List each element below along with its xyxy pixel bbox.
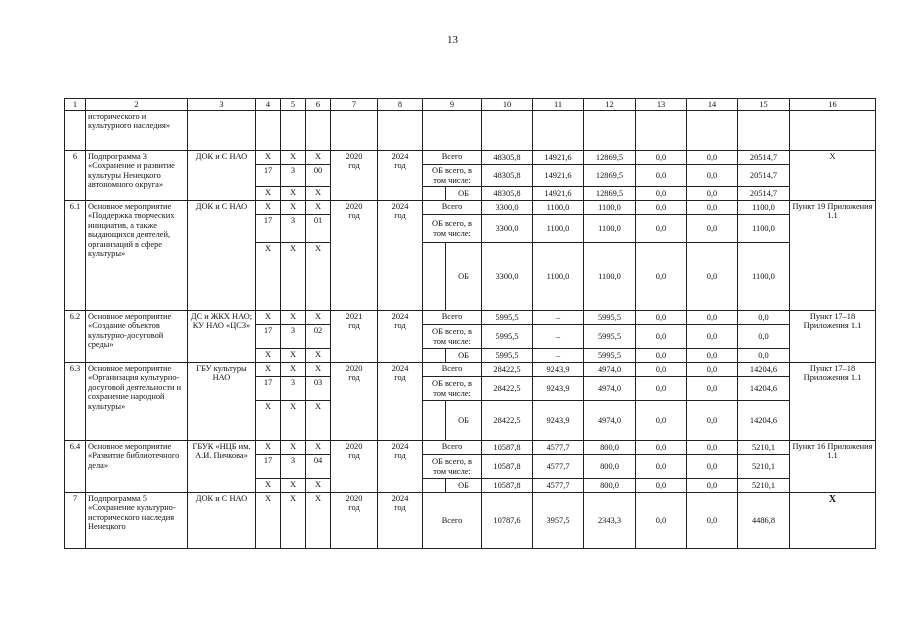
- source-total: Всего: [423, 311, 482, 325]
- value-ob-total: 0,0: [636, 455, 687, 479]
- code-value: 03: [306, 377, 331, 401]
- source-ob: ОБ: [446, 401, 482, 441]
- header-cell: 8: [378, 99, 423, 111]
- value-ob: 48305,8: [482, 187, 533, 201]
- start-year-value: 2021: [345, 312, 363, 321]
- row-name: Основное мероприятие «Развитие библиотечного дела»: [86, 441, 188, 493]
- header-cell: 16: [790, 99, 876, 111]
- row-executor: ДОК и С НАО: [188, 493, 256, 549]
- value-total: 4577,7: [533, 441, 584, 455]
- value-ob: 0,0: [636, 401, 687, 441]
- program-row: [65, 441, 876, 455]
- value-ob: 12869,5: [584, 187, 636, 201]
- source-total: Всего: [423, 493, 482, 549]
- value-ob-total: 5210,1: [738, 455, 790, 479]
- code-x: X: [281, 349, 306, 363]
- row-note: X: [790, 151, 876, 201]
- value-ob: 5210,1: [738, 479, 790, 493]
- end-year-value: 2024: [391, 312, 409, 321]
- value-ob-total: 800,0: [584, 455, 636, 479]
- row-number: 7: [65, 493, 86, 549]
- source-ob-total: ОБ всего, в том числе:: [423, 165, 482, 187]
- header-cell: 14: [687, 99, 738, 111]
- code-value: 17: [256, 165, 281, 187]
- header-cell: 7: [331, 99, 378, 111]
- start-year: [331, 441, 378, 493]
- code-x: X: [256, 349, 281, 363]
- value-ob: 9243,9: [533, 401, 584, 441]
- value-ob: 28422,5: [482, 401, 533, 441]
- value-total: 0,0: [687, 363, 738, 377]
- year-label: год: [394, 503, 406, 513]
- row-note: Пункт 17–18 Приложения 1.1: [790, 363, 876, 441]
- program-row: [65, 363, 876, 377]
- end-year-value: 2024: [391, 364, 409, 373]
- code-x: X: [256, 151, 281, 165]
- row-executor: ДС и ЖКХ НАО; КУ НАО «ЦСЗ»: [188, 311, 256, 363]
- row-number: 6.3: [65, 363, 86, 441]
- value-ob: 1100,0: [738, 243, 790, 311]
- code-value: 17: [256, 325, 281, 349]
- value-ob: 800,0: [584, 479, 636, 493]
- end-year-value: 2024: [391, 152, 409, 161]
- year-label: год: [394, 321, 406, 331]
- value-total: 4974,0: [584, 363, 636, 377]
- source-total: Всего: [423, 151, 482, 165]
- value-total: 20514,7: [738, 151, 790, 165]
- value-ob: 0,0: [687, 479, 738, 493]
- value-ob: 0,0: [687, 187, 738, 201]
- value-total: 28422,5: [482, 363, 533, 377]
- code-x: X: [281, 479, 306, 493]
- source-ob-total: ОБ всего, в том числе:: [423, 455, 482, 479]
- year-label: год: [394, 451, 406, 461]
- table-body: [65, 99, 876, 549]
- value-ob-total: 14921,6: [533, 165, 584, 187]
- value-ob-total: 5995,5: [584, 325, 636, 349]
- header-cell: 13: [636, 99, 687, 111]
- value-total: 5210,1: [738, 441, 790, 455]
- program-row: [65, 201, 876, 215]
- start-year-value: 2020: [345, 442, 363, 451]
- start-year-value: 2020: [345, 152, 363, 161]
- value-total: 0,0: [636, 493, 687, 549]
- header-cell: 4: [256, 99, 281, 111]
- code-x: X: [256, 363, 281, 377]
- code-x: X: [281, 441, 306, 455]
- value-total: 1100,0: [738, 201, 790, 215]
- year-label: год: [348, 503, 360, 513]
- value-ob-total: 28422,5: [482, 377, 533, 401]
- value-total: 0,0: [636, 311, 687, 325]
- value-ob-total: 0,0: [636, 325, 687, 349]
- source-ob-total: ОБ всего, в том числе:: [423, 377, 482, 401]
- code-value: 17: [256, 377, 281, 401]
- value-ob: 0,0: [636, 349, 687, 363]
- code-x: X: [256, 493, 281, 549]
- value-ob-total: 0,0: [687, 215, 738, 243]
- row-number: 6.4: [65, 441, 86, 493]
- value-ob: 0,0: [636, 187, 687, 201]
- row-name: Подпрограмма 3 «Сохранение и развитие культуры Ненецкого автономного округа»: [86, 151, 188, 201]
- value-ob: 14921,6: [533, 187, 584, 201]
- program-row: [65, 151, 876, 165]
- source-total: Всего: [423, 441, 482, 455]
- code-x: X: [256, 401, 281, 441]
- value-ob: 5995,5: [584, 349, 636, 363]
- code-x: X: [281, 243, 306, 311]
- value-ob: 10587,8: [482, 479, 533, 493]
- value-total: 5995,5: [584, 311, 636, 325]
- end-year-value: 2024: [391, 494, 409, 503]
- header-cell: 11: [533, 99, 584, 111]
- code-x: X: [256, 201, 281, 215]
- source-indent: [423, 187, 446, 201]
- start-year: [331, 363, 378, 441]
- code-x: X: [306, 363, 331, 377]
- code-x: X: [256, 441, 281, 455]
- start-year: [331, 151, 378, 201]
- value-total: –: [533, 311, 584, 325]
- value-total: 1100,0: [533, 201, 584, 215]
- value-ob-total: 1100,0: [584, 215, 636, 243]
- value-total: 12869,5: [584, 151, 636, 165]
- code-x: X: [306, 401, 331, 441]
- year-label: год: [348, 321, 360, 331]
- start-year-value: 2020: [345, 494, 363, 503]
- source-ob-total: ОБ всего, в том числе:: [423, 215, 482, 243]
- value-total: 0,0: [636, 201, 687, 215]
- value-ob-total: 12869,5: [584, 165, 636, 187]
- end-year: [378, 493, 423, 549]
- code-x: X: [306, 349, 331, 363]
- value-ob-total: 0,0: [738, 325, 790, 349]
- header-cell: 5: [281, 99, 306, 111]
- source-indent: [423, 349, 446, 363]
- value-ob-total: 20514,7: [738, 165, 790, 187]
- source-total: Всего: [423, 363, 482, 377]
- program-table: [64, 98, 876, 549]
- source-ob: ОБ: [446, 187, 482, 201]
- row-note: X: [790, 493, 876, 549]
- source-ob-total: ОБ всего, в том числе:: [423, 325, 482, 349]
- value-ob-total: 3300,0: [482, 215, 533, 243]
- value-total: 5995,5: [482, 311, 533, 325]
- source-indent: [423, 243, 446, 311]
- value-ob-total: 1100,0: [533, 215, 584, 243]
- value-ob-total: 1100,0: [738, 215, 790, 243]
- header-cell: 10: [482, 99, 533, 111]
- value-total: 0,0: [636, 441, 687, 455]
- row-name: Основное мероприятие «Создание объектов культурно-досуговой среды»: [86, 311, 188, 363]
- value-ob: 0,0: [687, 401, 738, 441]
- value-total: 0,0: [636, 151, 687, 165]
- code-x: X: [281, 201, 306, 215]
- source-ob: ОБ: [446, 243, 482, 311]
- code-x: X: [256, 187, 281, 201]
- value-ob-total: 4577,7: [533, 455, 584, 479]
- value-ob-total: 0,0: [687, 325, 738, 349]
- code-x: X: [306, 493, 331, 549]
- code-value: 01: [306, 215, 331, 243]
- year-label: год: [394, 373, 406, 383]
- code-value: 3: [281, 165, 306, 187]
- row-name: Основное мероприятие «Организация культурно-досуговой деятельности и сохранение народной культуры»: [86, 363, 188, 441]
- source-ob: ОБ: [446, 349, 482, 363]
- value-ob-total: 4974,0: [584, 377, 636, 401]
- value-ob: 4577,7: [533, 479, 584, 493]
- code-value: 3: [281, 325, 306, 349]
- value-ob-total: 0,0: [687, 455, 738, 479]
- year-label: год: [394, 161, 406, 171]
- start-year-value: 2020: [345, 202, 363, 211]
- row-executor: ГБУ культуры НАО: [188, 363, 256, 441]
- value-total: 3957,5: [533, 493, 584, 549]
- value-ob: 1100,0: [533, 243, 584, 311]
- value-ob-total: 5995,5: [482, 325, 533, 349]
- code-x: X: [306, 441, 331, 455]
- value-total: 48305,8: [482, 151, 533, 165]
- value-ob-total: 9243,9: [533, 377, 584, 401]
- value-ob: 0,0: [636, 479, 687, 493]
- value-total: 10587,8: [482, 441, 533, 455]
- end-year: [378, 201, 423, 311]
- row-name: исторического и культурного наследия»: [86, 111, 188, 151]
- code-x: X: [281, 401, 306, 441]
- value-total: 10787,6: [482, 493, 533, 549]
- value-ob-total: 0,0: [687, 165, 738, 187]
- code-value: 04: [306, 455, 331, 479]
- value-total: 0,0: [687, 201, 738, 215]
- header-cell: 15: [738, 99, 790, 111]
- code-x: X: [306, 243, 331, 311]
- value-ob: 4974,0: [584, 401, 636, 441]
- code-value: 3: [281, 215, 306, 243]
- end-year: [378, 441, 423, 493]
- header-row: [65, 99, 876, 111]
- source-indent: [423, 479, 446, 493]
- start-year: [331, 493, 378, 549]
- value-ob-total: 0,0: [636, 377, 687, 401]
- row-name: Подпрограмма 5 «Сохранение культурно-исторического наследия Ненецкого: [86, 493, 188, 549]
- value-ob: 20514,7: [738, 187, 790, 201]
- value-ob-total: 48305,8: [482, 165, 533, 187]
- header-cell: 6: [306, 99, 331, 111]
- row-executor: ДОК и С НАО: [188, 151, 256, 201]
- value-total: 0,0: [687, 441, 738, 455]
- code-x: X: [306, 311, 331, 325]
- value-total: 14921,6: [533, 151, 584, 165]
- year-label: год: [348, 211, 360, 221]
- value-ob-total: 0,0: [687, 377, 738, 401]
- value-ob-total: 0,0: [636, 215, 687, 243]
- source-ob: ОБ: [446, 479, 482, 493]
- end-year-value: 2024: [391, 442, 409, 451]
- start-year: [331, 311, 378, 363]
- end-year-value: 2024: [391, 202, 409, 211]
- code-x: X: [306, 187, 331, 201]
- row-number: 6.1: [65, 201, 86, 311]
- year-label: год: [394, 211, 406, 221]
- end-year: [378, 151, 423, 201]
- code-value: 02: [306, 325, 331, 349]
- row-name: Основное мероприятие «Поддержка творческих инициатив, а также выдающихся деятелей, организаций в сфере культуры»: [86, 201, 188, 311]
- end-year: [378, 363, 423, 441]
- value-total: 14204,6: [738, 363, 790, 377]
- value-ob-total: 10587,8: [482, 455, 533, 479]
- page-number: 13: [447, 34, 458, 46]
- value-ob: 0,0: [687, 243, 738, 311]
- code-x: X: [256, 243, 281, 311]
- program-row: [65, 493, 876, 549]
- source-total: Всего: [423, 201, 482, 215]
- header-cell: 9: [423, 99, 482, 111]
- value-ob: 0,0: [738, 349, 790, 363]
- value-total: 1100,0: [584, 201, 636, 215]
- code-x: X: [281, 311, 306, 325]
- code-x: X: [256, 311, 281, 325]
- value-total: 3300,0: [482, 201, 533, 215]
- code-x: X: [281, 187, 306, 201]
- value-ob-total: 0,0: [636, 165, 687, 187]
- program-row: [65, 311, 876, 325]
- value-ob: 0,0: [636, 243, 687, 311]
- year-label: год: [348, 451, 360, 461]
- code-value: 17: [256, 455, 281, 479]
- value-ob-total: 14204,6: [738, 377, 790, 401]
- code-value: 3: [281, 377, 306, 401]
- header-cell: 2: [86, 99, 188, 111]
- value-ob: 3300,0: [482, 243, 533, 311]
- value-ob: –: [533, 349, 584, 363]
- code-x: X: [306, 151, 331, 165]
- row-executor: ДОК и С НАО: [188, 201, 256, 311]
- value-total: 2343,3: [584, 493, 636, 549]
- source-indent: [423, 401, 446, 441]
- value-total: 0,0: [687, 493, 738, 549]
- row-executor: ГБУК «НЦБ им. А.И. Пичкова»: [188, 441, 256, 493]
- code-value: 17: [256, 215, 281, 243]
- year-label: год: [348, 161, 360, 171]
- value-total: 0,0: [636, 363, 687, 377]
- value-ob: 0,0: [687, 349, 738, 363]
- code-value: 3: [281, 455, 306, 479]
- value-total: 0,0: [687, 151, 738, 165]
- row-note: Пункт 19 Приложения 1.1: [790, 201, 876, 311]
- value-total: 0,0: [738, 311, 790, 325]
- value-ob: 1100,0: [584, 243, 636, 311]
- code-x: X: [281, 151, 306, 165]
- row-number: 6.2: [65, 311, 86, 363]
- continuation-row: [65, 111, 876, 151]
- code-x: X: [281, 363, 306, 377]
- row-note: Пункт 17–18 Приложения 1.1: [790, 311, 876, 363]
- end-year: [378, 311, 423, 363]
- value-total: 0,0: [687, 311, 738, 325]
- start-year-value: 2020: [345, 364, 363, 373]
- code-x: X: [306, 479, 331, 493]
- value-ob: 14204,6: [738, 401, 790, 441]
- year-label: год: [348, 373, 360, 383]
- row-number: 6: [65, 151, 86, 201]
- code-x: X: [256, 479, 281, 493]
- header-cell: 1: [65, 99, 86, 111]
- value-ob: 5995,5: [482, 349, 533, 363]
- value-total: 9243,9: [533, 363, 584, 377]
- row-note: Пункт 16 Приложения 1.1: [790, 441, 876, 493]
- header-cell: 12: [584, 99, 636, 111]
- value-total: 4486,8: [738, 493, 790, 549]
- code-x: X: [306, 201, 331, 215]
- value-total: 800,0: [584, 441, 636, 455]
- header-cell: 3: [188, 99, 256, 111]
- code-value: 00: [306, 165, 331, 187]
- code-x: X: [281, 493, 306, 549]
- value-ob-total: –: [533, 325, 584, 349]
- start-year: [331, 201, 378, 311]
